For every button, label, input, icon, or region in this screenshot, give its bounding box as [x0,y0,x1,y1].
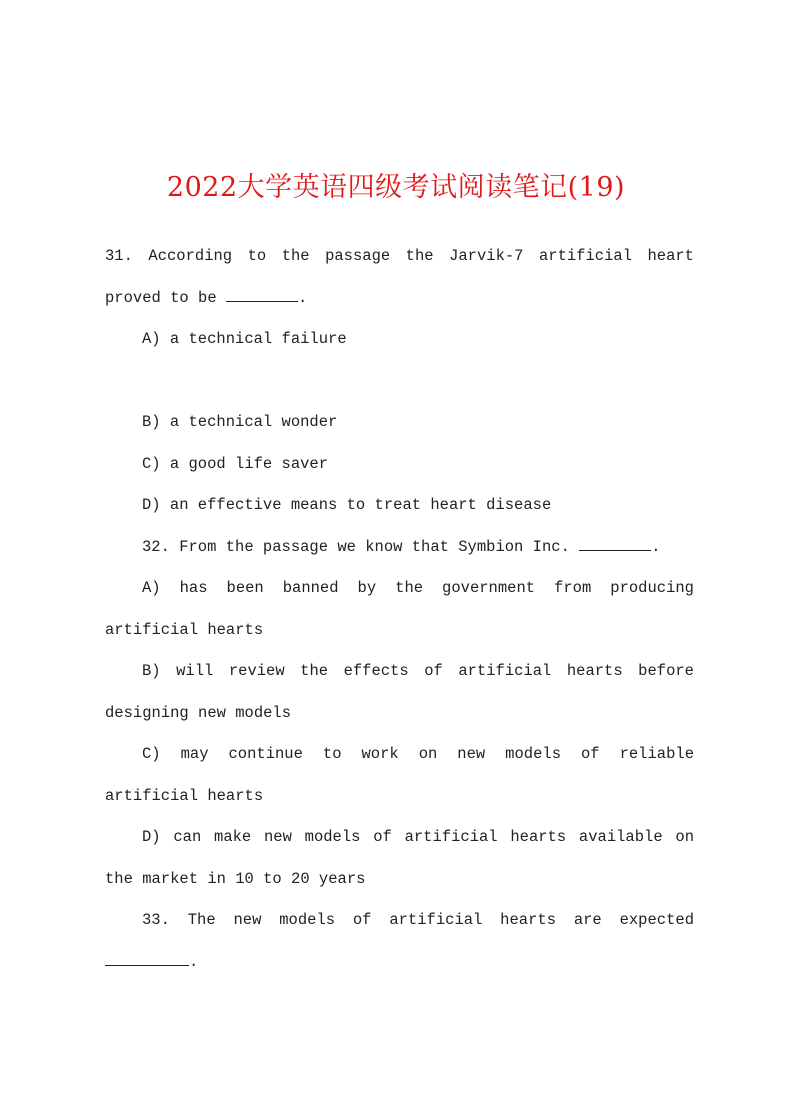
document-body [105,236,694,983]
question-31-option-d: D) an effective means to treat heart disease [142,496,552,514]
question-32-option-a: A) has been banned by the government from producing artificial hearts [105,579,694,639]
paragraph-gap [105,361,694,403]
question-32-stem: 32. From the passage we know that Symbion Inc. . [142,537,661,556]
question-31-stem: 31. According to the passage the Jarvik-7 artificial heart proved to be . [105,247,694,307]
question-32-option-c: C) may continue to work on new models of reliable artificial hearts [105,745,694,805]
question-31-option-c: C) a good life saver [142,454,329,473]
question-32-option-b: B) will review the effects of artificial hearts before designing new models [105,662,694,722]
answer-blank [579,536,651,551]
answer-blank [105,951,189,966]
page-title: 2022大学英语四级考试阅读笔记(19) [166,172,626,203]
question-32-option-d: D) can make new models of artificial hearts available on the market in 10 to 20 years [105,828,694,888]
question-31-option-a: A) a technical failure [142,330,347,348]
question-33-stem: 33. The new models of artificial hearts are expected . [105,900,694,983]
answer-blank [226,287,298,302]
question-31-option-b: B) a technical wonder [142,413,338,431]
